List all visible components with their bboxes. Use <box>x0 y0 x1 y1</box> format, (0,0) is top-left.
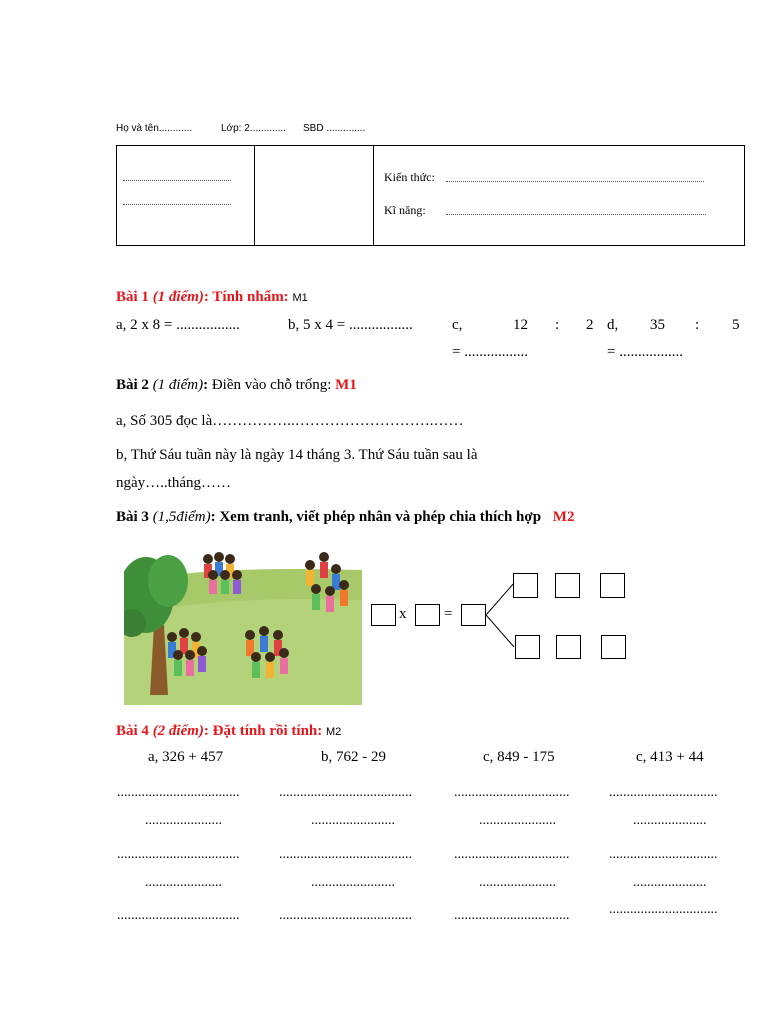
answer-line-b-5[interactable]: ...................................... <box>279 908 412 923</box>
bai4-task: : Đặt tính rồi tính: <box>203 723 323 739</box>
bai4-heading <box>116 723 341 740</box>
product-box[interactable] <box>461 604 486 626</box>
answer-line-a-1[interactable]: ................................... <box>117 785 240 800</box>
bai1-d-n1: 35 <box>650 317 665 333</box>
comment-cell[interactable] <box>255 146 374 246</box>
bai3-points: (1,5điểm) <box>152 509 211 525</box>
answer-line-c-4[interactable]: ...................... <box>479 875 556 890</box>
bai1-c-answer[interactable]: = ................. <box>452 344 528 360</box>
times-sign: x <box>399 606 407 622</box>
skill-label: Kĩ năng: <box>384 203 426 217</box>
answer-line-c-5[interactable]: ................................. <box>454 908 570 923</box>
answer-line-a-5[interactable]: ................................... <box>117 908 240 923</box>
bai1-task: : Tính nhẩm: <box>203 289 289 305</box>
score-dotline-2 <box>123 204 231 205</box>
grading-table <box>116 145 745 246</box>
bai1-d-answer[interactable]: = ................. <box>607 344 683 360</box>
bai2-title: Bài 2 <box>116 377 149 393</box>
answer-line-c-2[interactable]: ...................... <box>479 813 556 828</box>
bai4-problem-d: c, 413 + 44 <box>636 749 704 765</box>
division2-box-3[interactable] <box>601 635 626 659</box>
bai1-points: (1 điểm) <box>152 289 204 305</box>
assessment-cell <box>374 146 745 246</box>
answer-line-b-2[interactable]: ........................ <box>311 813 395 828</box>
equals-sign: = <box>444 606 453 622</box>
bai1-d-n2: 5 <box>732 317 740 333</box>
bai4-problem-b: b, 762 - 29 <box>321 749 386 765</box>
bai4-problem-c: c, 849 - 175 <box>483 749 555 765</box>
bai1-heading <box>116 289 308 306</box>
bai2-points: (1 điểm) <box>152 377 204 393</box>
division2-box-2[interactable] <box>556 635 581 659</box>
bai4-points: (2 điểm) <box>152 723 204 739</box>
bai2-b-line2[interactable]: ngày…..tháng…… <box>116 475 231 491</box>
bai2-heading <box>116 377 357 394</box>
division1-box-1[interactable] <box>513 573 538 598</box>
answer-line-d-4[interactable]: ..................... <box>633 875 707 890</box>
answer-line-d-5[interactable]: ............................... <box>609 902 718 917</box>
bai4-level: M2 <box>326 726 342 738</box>
knowledge-field[interactable] <box>446 181 704 182</box>
student-name-field[interactable]: Họ và tên............ <box>116 123 193 134</box>
answer-line-d-3[interactable]: ............................... <box>609 847 718 862</box>
class-field[interactable]: Lớp: 2............. <box>221 123 286 134</box>
bai1-c-n1: 12 <box>513 317 528 333</box>
answer-line-d-1[interactable]: ............................... <box>609 785 718 800</box>
bai1-a: a, 2 x 8 = ................. <box>116 317 240 333</box>
bai1-b: b, 5 x 4 = ................. <box>288 317 413 333</box>
bai1-c-n2: 2 <box>586 317 594 333</box>
bai4-title: Bài 4 <box>116 723 149 739</box>
bai1-d-op: d, <box>607 317 619 333</box>
answer-line-c-1[interactable]: ................................. <box>454 785 570 800</box>
score-dotline-1 <box>123 180 231 181</box>
score-cell[interactable] <box>117 146 255 246</box>
factor-box-2[interactable] <box>415 604 440 626</box>
answer-line-a-4[interactable]: ...................... <box>145 875 222 890</box>
bai1-level: M1 <box>292 292 308 304</box>
bai3-heading <box>116 509 574 526</box>
bai2-task: Điền vào chỗ trống: <box>208 377 332 393</box>
answer-line-a-2[interactable]: ...................... <box>145 813 222 828</box>
knowledge-label: Kiến thức: <box>384 170 435 184</box>
bai4-problem-a: a, 326 + 457 <box>148 749 224 765</box>
bai2-colon: : <box>203 377 209 393</box>
division1-box-3[interactable] <box>600 573 625 598</box>
division1-box-2[interactable] <box>555 573 580 598</box>
answer-line-c-3[interactable]: ................................. <box>454 847 570 862</box>
division2-box-1[interactable] <box>515 635 540 659</box>
answer-line-a-3[interactable]: ................................... <box>117 847 240 862</box>
bai1-title: Bài 1 <box>116 289 149 305</box>
bai3-task: : Xem tranh, viết phép nhân và phép chia thích hợp <box>210 509 542 525</box>
answer-line-b-1[interactable]: ...................................... <box>279 785 412 800</box>
answer-line-b-4[interactable]: ........................ <box>311 875 395 890</box>
bai1-c-op: c, <box>452 317 463 333</box>
bai2-b-line1: b, Thứ Sáu tuần này là ngày 14 tháng 3. Thứ Sáu tuần sau là <box>116 447 478 463</box>
bai1-c-div: : <box>555 317 560 333</box>
bai3-title: Bài 3 <box>116 509 149 525</box>
answer-line-b-3[interactable]: ...................................... <box>279 847 412 862</box>
bai3-level: M2 <box>552 509 575 525</box>
children-playground-illustration <box>124 545 362 705</box>
bai2-a[interactable]: a, Số 305 đọc là……………..……………………….…… <box>116 413 464 429</box>
branch-lines <box>486 580 516 660</box>
factor-box-1[interactable] <box>371 604 396 626</box>
skill-field[interactable] <box>446 214 706 215</box>
bai1-d-div: : <box>695 317 700 333</box>
answer-line-d-2[interactable]: ..................... <box>633 813 707 828</box>
bai2-level: M1 <box>335 377 357 393</box>
sbd-field[interactable]: SBD .............. <box>303 123 366 134</box>
